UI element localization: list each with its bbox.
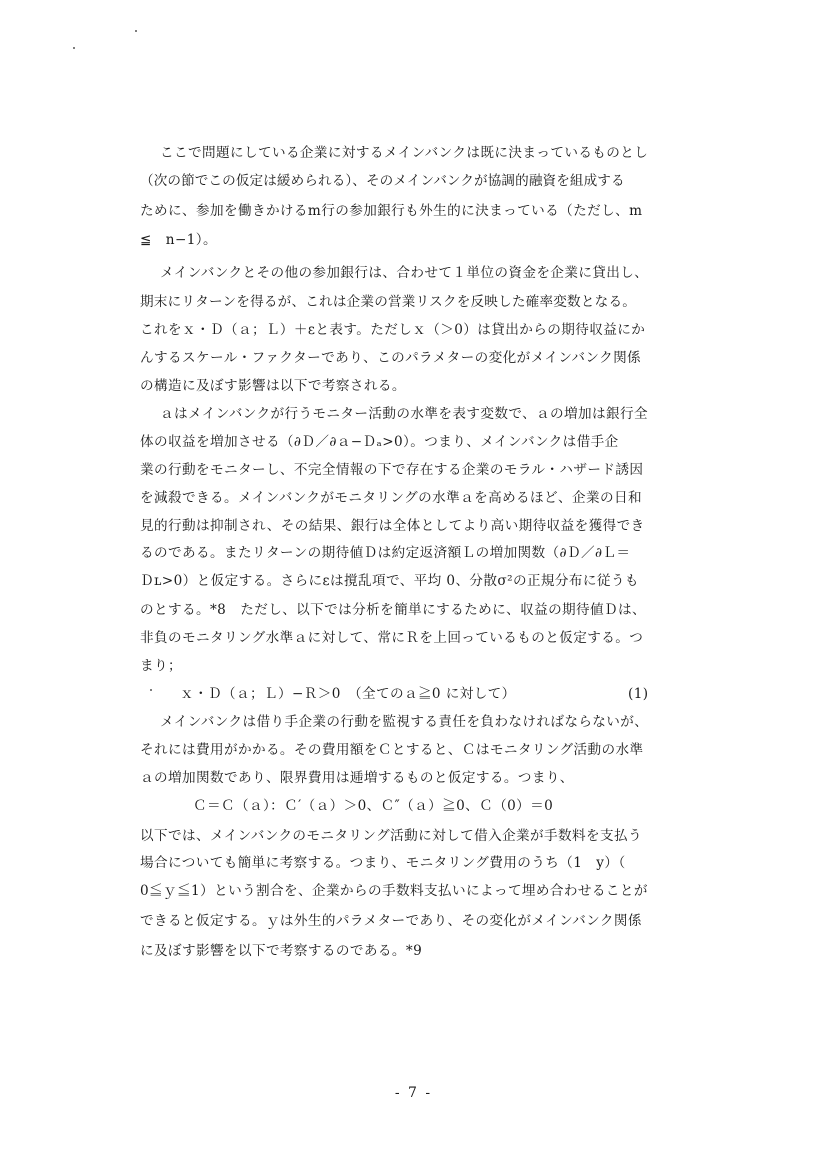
paragraph-line: それには費用がかかる。その費用額をＣとすると、Ｃはモニタリング活動の水準 <box>140 742 644 758</box>
paragraph-line: メインバンクは借り手企業の行動を監視する責任を負わなければならないが、 <box>160 714 649 730</box>
paragraph-line: るのである。またリターンの期待値Ｄは約定返済額Ｌの増加関数（∂Ｄ／∂Ｌ＝ <box>140 545 631 561</box>
paragraph-line: ａの増加関数であり、限界費用は逓増するものと仮定する。つまり、 <box>140 770 574 786</box>
equation-1-number: (1) <box>628 686 649 702</box>
paragraph-line: ≦ n−1）。 <box>140 232 217 248</box>
paragraph-line: ここで問題にしている企業に対するメインバンクは既に決まっているものとし <box>160 145 649 161</box>
paragraph-line: 体の収益を増加させる（∂Ｄ／∂ａ−Ｄₐ>0）。つまり、メインバンクは借手企 <box>140 434 619 450</box>
paragraph-line: 業の行動をモニターし、不完全情報の下で存在する企業のモラル・ハザード誘因 <box>140 462 644 478</box>
paragraph-line: ために、参加を働きかけるm行の参加銀行も外生的に決まっている（ただし、m <box>140 203 643 219</box>
equation-cost: Ｃ＝Ｃ（ａ）：Ｃ′（ａ）＞0、Ｃ″（ａ）≧0、Ｃ（0）＝0 <box>193 798 554 814</box>
paragraph-line: 見的行動は抑制され、その結果、銀行は全体としてより高い期待収益を獲得でき <box>140 518 645 534</box>
paragraph-line: 場合についても簡単に考察する。つまり、モニタリング費用のうち（1 y）（ <box>140 855 626 871</box>
scan-speck <box>150 689 152 691</box>
paragraph-line: 0≦ｙ≦1）という割合を、企業からの手数料支払いによって埋め合わせることが <box>140 883 648 899</box>
paragraph-line: 以下では、メインバンクのモニタリング活動に対して借入企業が手数料を支払う <box>140 828 643 844</box>
paragraph-line: これをｘ・Ｄ（ａ；Ｌ）＋εと表す。ただしｘ（＞0）は貸出からの期待収益にか <box>140 322 646 338</box>
paragraph-line: を減殺できる。メインバンクがモニタリングの水準ａを高めるほど、企業の日和 <box>140 490 643 506</box>
paragraph-line: 非負のモニタリング水準ａに対して、常にＲを上回っているものと仮定する。つ <box>140 630 644 646</box>
scan-speck <box>73 47 75 49</box>
paragraph-line: 期末にリターンを得るが、これは企業の営業リスクを反映した確率変数となる。 <box>140 294 637 310</box>
paragraph-line: まり； <box>140 658 182 674</box>
paragraph-line: メインバンクとその他の参加銀行は、合わせて１単位の資金を企業に貸出し、 <box>160 265 649 281</box>
paragraph-line: できると仮定する。ｙは外生的パラメターであり、その変化がメインバンク関係 <box>140 913 642 929</box>
paragraph-line: のとする。*8 ただし、以下では分析を簡単にするために、収益の期待値Ｄは、 <box>140 602 647 618</box>
paragraph-line: の構造に及ぼす影響は以下で考察される。 <box>140 378 406 394</box>
equation-1: ｘ・Ｄ（ａ；Ｌ）−Ｒ＞0 （全てのａ≧0 に対して） <box>180 686 516 702</box>
paragraph-line: （次の節でこの仮定は緩められる）、そのメインバンクが協調的融資を組成する <box>140 173 625 189</box>
page-number: - 7 - <box>394 1085 433 1101</box>
paragraph-line: んするスケール・ファクターであり、このパラメターの変化がメインバンク関係 <box>140 350 642 366</box>
scan-speck <box>135 30 137 32</box>
paragraph-line: Ｄʟ>0）と仮定する。さらにεは撹乱項で、平均 0、分散σ²の正規分布に従うも <box>140 573 639 589</box>
paragraph-line: ａはメインバンクが行うモニター活動の水準を表す変数で、ａの増加は銀行全 <box>160 406 649 422</box>
paragraph-line: に及ぼす影響を以下で考察するのである。*9 <box>140 943 423 959</box>
